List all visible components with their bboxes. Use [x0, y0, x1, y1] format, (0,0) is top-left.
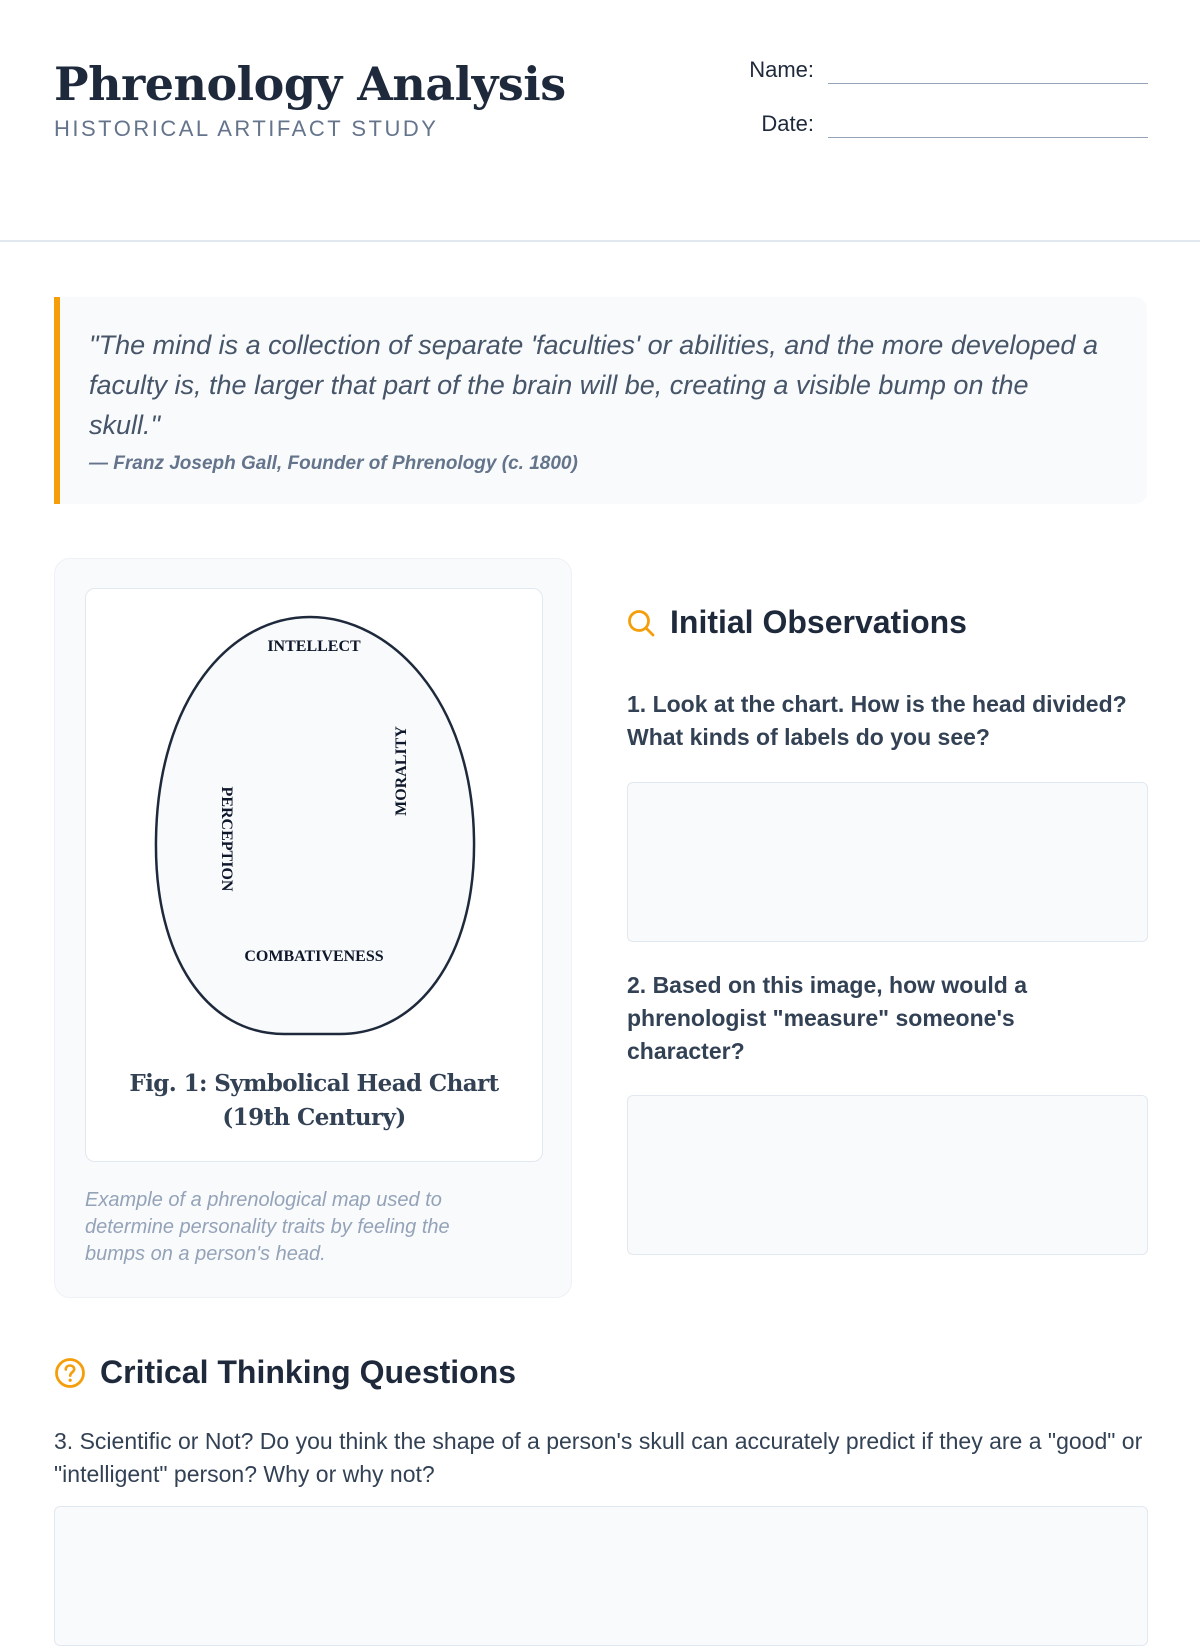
figure-caption [86, 1067, 542, 1135]
name-label: Name: [749, 57, 814, 82]
figure-frame [85, 588, 543, 1162]
observations-heading [626, 604, 967, 641]
head-outline [156, 617, 474, 1034]
date-label: Date: [761, 111, 814, 136]
label-intellect: INTELLECT [267, 638, 361, 655]
critical-heading [54, 1354, 516, 1391]
quote-source: — Franz Joseph Gall, Founder of Phrenology (c. 1800) [89, 453, 578, 474]
critical-title: Critical Thinking Questions [100, 1354, 517, 1390]
name-line[interactable] [828, 57, 1148, 84]
date-line[interactable] [828, 111, 1148, 138]
figure-caption-line-1: Fig. 1: Symbolical Head Chart [129, 1070, 499, 1097]
question-1: 1. Look at the chart. How is the head divided? What kinds of labels do you see? [627, 691, 1127, 750]
page-subtitle: HISTORICAL ARTIFACT STUDY [54, 116, 439, 141]
quote-block [54, 297, 1147, 504]
question-2: 2. Based on this image, how would a phrenologist "measure" someone's character? [627, 972, 1028, 1064]
date-field-row [724, 110, 1148, 138]
label-morality: MORALITY [393, 726, 410, 816]
answer-box-2[interactable] [627, 1095, 1148, 1255]
label-perception: PERCEPTION [218, 786, 235, 892]
question-3: 3. Scientific or Not? Do you think the shape of a person's skull can accurately predict if they are a "good" or "intelligent" person? Why or why not? [54, 1428, 1143, 1487]
answer-box-1[interactable] [627, 782, 1148, 942]
figure-card [54, 558, 572, 1298]
observations-title: Initial Observations [670, 604, 967, 640]
label-combativeness: COMBATIVENESS [244, 948, 384, 965]
question-circle-icon [54, 1357, 86, 1389]
figure-note: Example of a phrenological map used to determine personality traits by feeling the bumps on a person's head. [85, 1189, 450, 1265]
figure-caption-line-2: (19th Century) [222, 1104, 406, 1131]
name-field-row [724, 56, 1148, 84]
search-icon [626, 608, 656, 638]
worksheet-header [0, 0, 1200, 242]
page-title: Phrenology Analysis [54, 57, 566, 111]
head-chart-illustration [86, 589, 542, 1059]
answer-box-3[interactable] [54, 1506, 1148, 1646]
quote-text: "The mind is a collection of separate 'faculties' or abilities, and the more developed a faculty is, the larger that part of the brain will be, creating a visible bump on the skull." [89, 330, 1098, 440]
